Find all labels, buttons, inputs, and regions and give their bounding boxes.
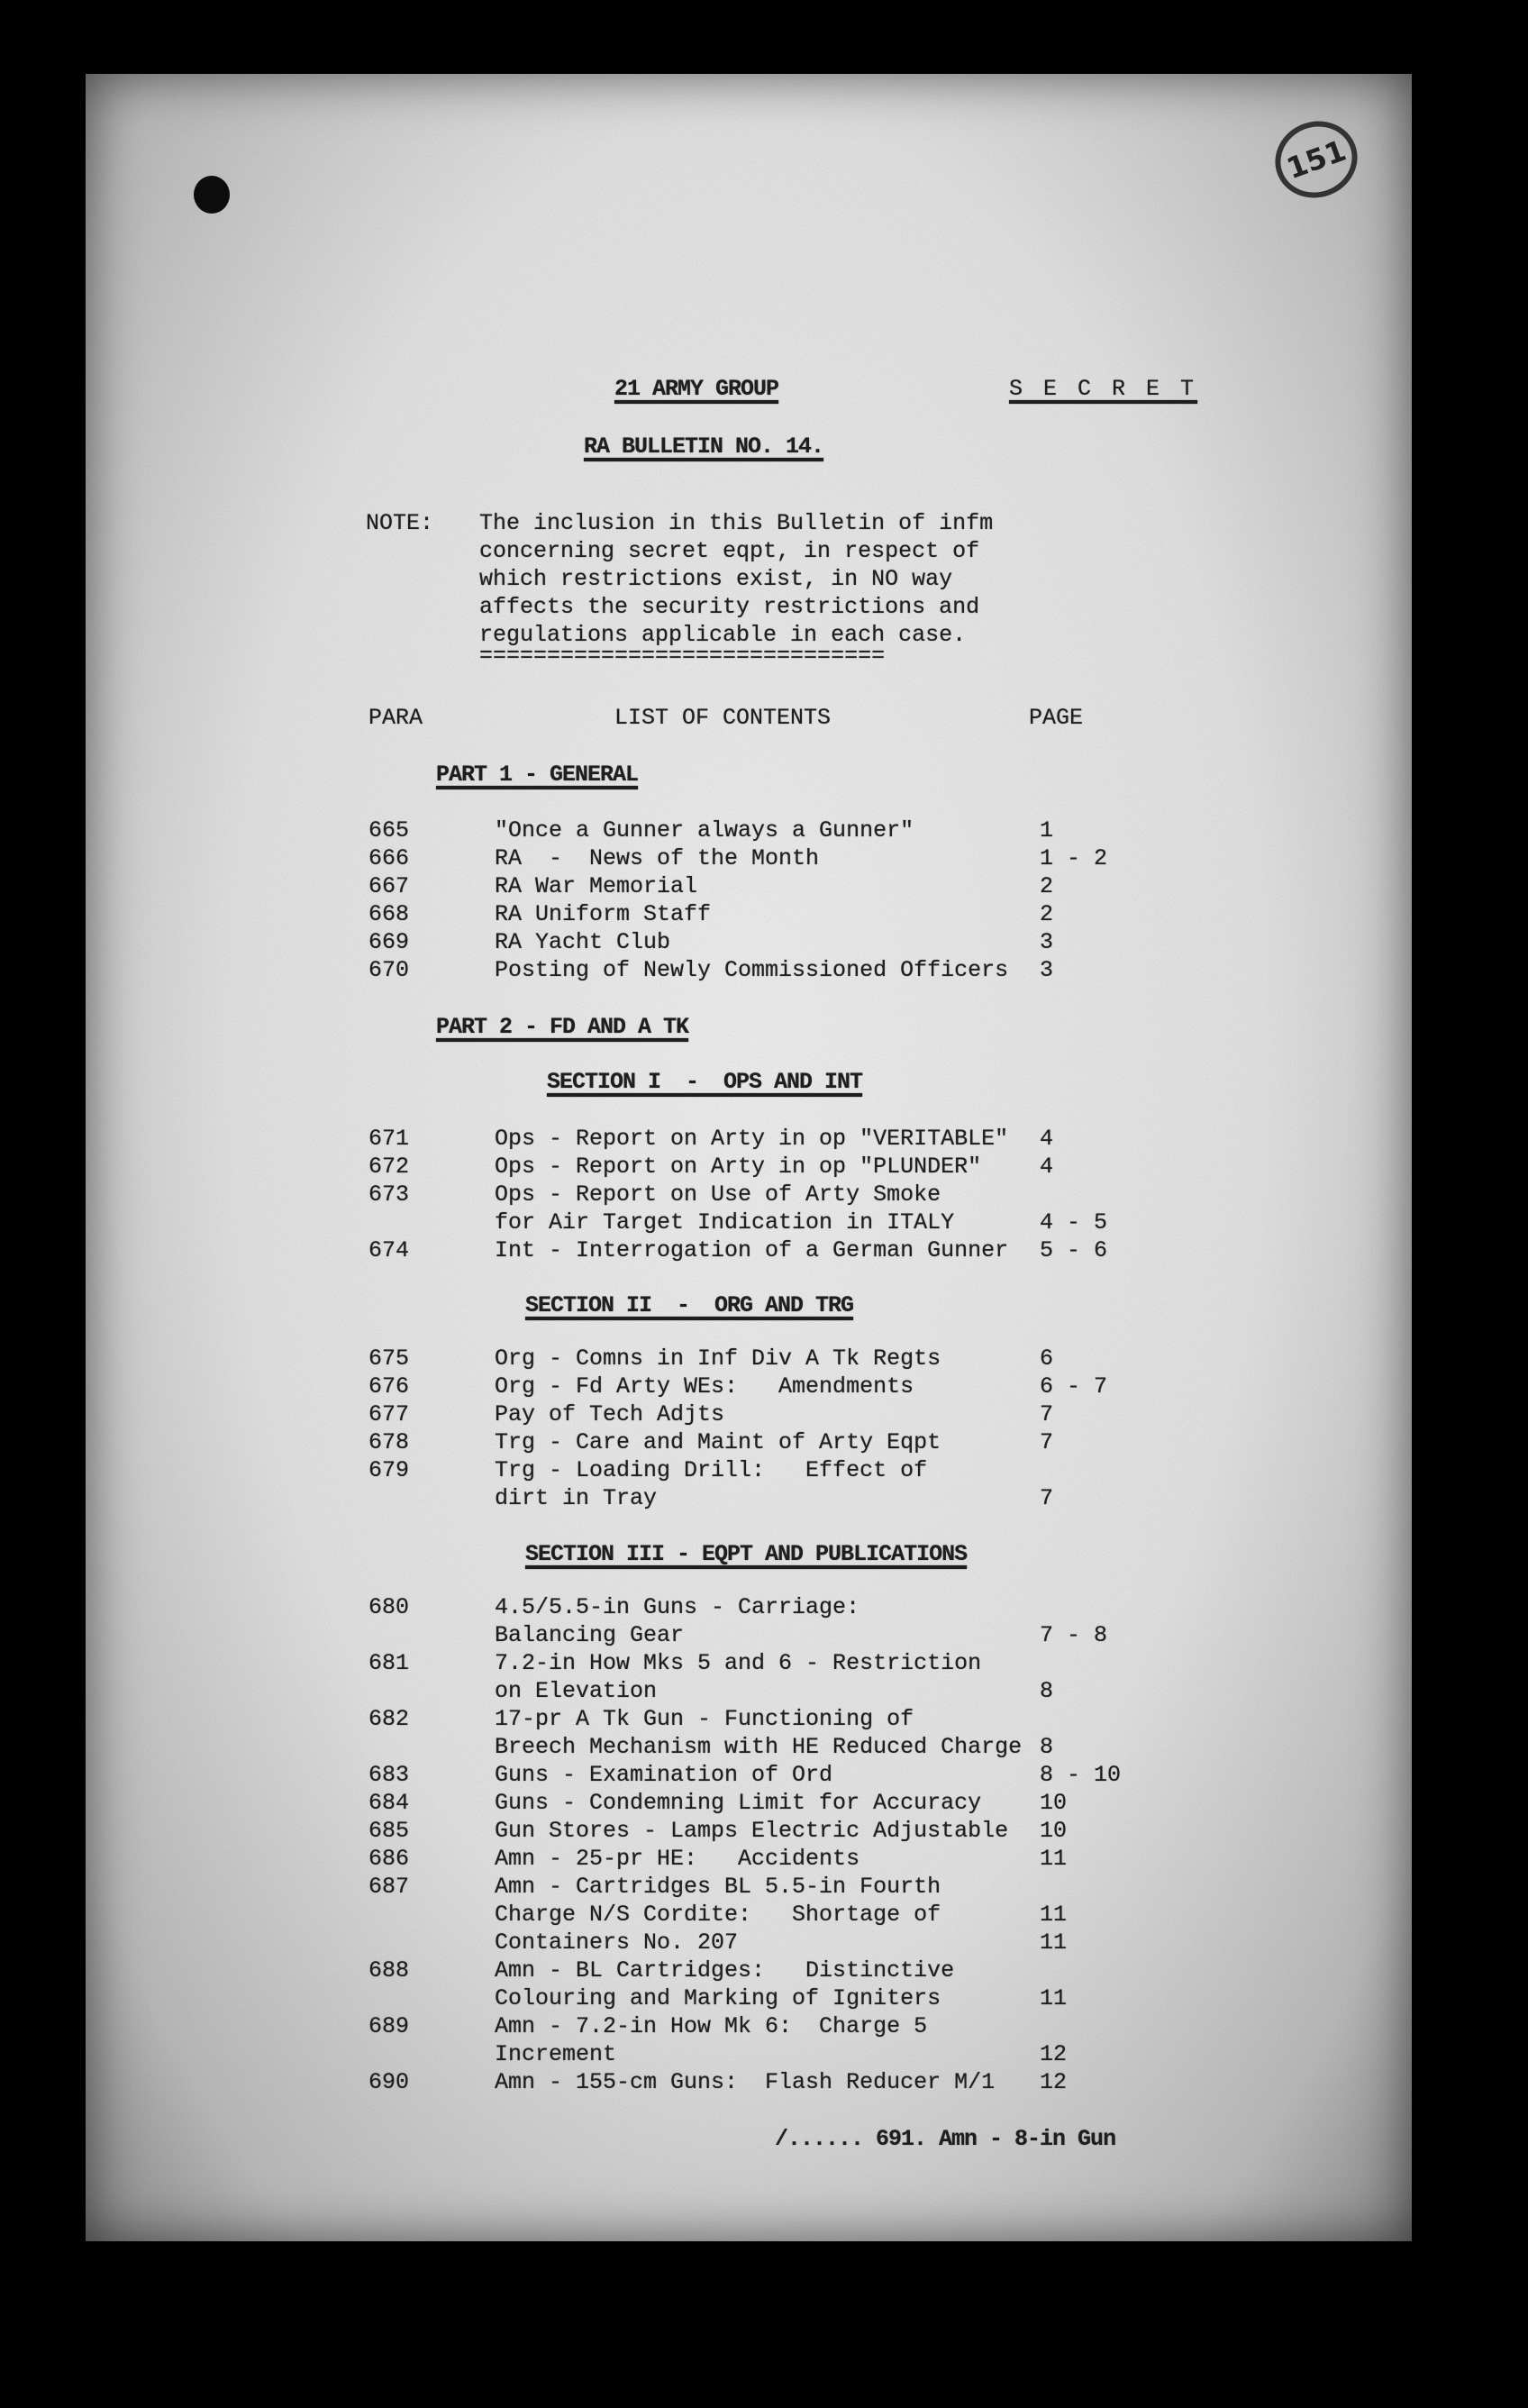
contents-para: 669	[368, 929, 410, 955]
section1-heading: SECTION I - OPS AND INT	[547, 1069, 863, 1095]
contents-para: 681	[368, 1650, 410, 1676]
contents-title: dirt in Tray	[495, 1485, 658, 1511]
contents-para: 666	[368, 845, 410, 871]
section3-heading: SECTION III - EQPT AND PUBLICATIONS	[525, 1541, 968, 1567]
continuation-note: /...... 691. Amn - 8-in Gun	[775, 2126, 1116, 2152]
contents-title: 17-pr A Tk Gun - Functioning of	[495, 1706, 914, 1732]
contents-page: 1 - 2	[1040, 845, 1108, 871]
section2-heading: SECTION II - ORG AND TRG	[525, 1292, 854, 1318]
contents-row	[0, 2012, 1351, 2040]
contents-row	[0, 2068, 1351, 2096]
contents-para: 677	[368, 1401, 410, 1427]
section3-contents	[0, 1593, 1351, 2096]
contents-para: 687	[368, 1874, 410, 1900]
contents-title: Ops - Report on Use of Arty Smoke	[495, 1181, 941, 1208]
contents-page: 8 - 10	[1040, 1762, 1122, 1788]
contents-para: 688	[368, 1957, 410, 1984]
note-line: which restrictions exist, in NO way	[479, 566, 953, 592]
contents-page: 3	[1040, 929, 1054, 955]
contents-row	[0, 872, 1351, 900]
contents-row	[0, 1929, 1351, 1957]
contents-title: RA Yacht Club	[495, 929, 671, 955]
contents-title: Amn - 25-pr HE: Accidents	[495, 1846, 860, 1872]
contents-title: Amn - BL Cartridges: Distinctive	[495, 1957, 955, 1984]
contents-title: Org - Comns in Inf Div A Tk Regts	[495, 1345, 941, 1372]
contents-row	[0, 1984, 1351, 2012]
contents-para: 671	[368, 1126, 410, 1152]
contents-row	[0, 956, 1351, 984]
org-heading: 21 ARMY GROUP	[614, 376, 779, 402]
folio-number: 151	[1282, 132, 1351, 187]
note-text	[0, 509, 1351, 677]
contents-title: RA Uniform Staff	[495, 901, 712, 927]
contents-row	[0, 2040, 1351, 2068]
contents-para: 672	[368, 1154, 410, 1180]
contents-title: Increment	[495, 2041, 617, 2067]
punch-hole	[194, 176, 230, 214]
contents-para: 679	[368, 1457, 410, 1483]
contents-page: 1	[1040, 817, 1054, 844]
contents-title: Trg - Loading Drill: Effect of	[495, 1457, 928, 1483]
column-header-para: PARA	[368, 705, 423, 731]
contents-title: on Elevation	[495, 1678, 658, 1704]
contents-title: Guns - Condemning Limit for Accuracy	[495, 1790, 982, 1816]
contents-row	[0, 928, 1351, 956]
contents-para: 680	[368, 1594, 410, 1620]
section1-contents	[0, 1125, 1351, 1264]
note-label: NOTE:	[366, 510, 434, 536]
contents-title: for Air Target Indication in ITALY	[495, 1209, 955, 1236]
contents-page: 12	[1040, 2069, 1068, 2095]
contents-row	[0, 1789, 1351, 1817]
contents-row	[0, 1649, 1351, 1677]
contents-para: 684	[368, 1790, 410, 1816]
contents-title: Int - Interrogation of a German Gunner	[495, 1237, 1009, 1263]
contents-row	[0, 1373, 1351, 1400]
contents-row	[0, 816, 1351, 844]
contents-row	[0, 1761, 1351, 1789]
contents-row	[0, 1484, 1351, 1512]
contents-para: 668	[368, 901, 410, 927]
contents-para: 676	[368, 1373, 410, 1400]
contents-row	[0, 1873, 1351, 1901]
contents-title: Amn - 155-cm Guns: Flash Reducer M/1	[495, 2069, 996, 2095]
contents-page: 4	[1040, 1154, 1054, 1180]
contents-row	[0, 1733, 1351, 1761]
contents-para: 675	[368, 1345, 410, 1372]
contents-row	[0, 1817, 1351, 1845]
contents-row	[0, 1957, 1351, 1984]
contents-row	[0, 1428, 1351, 1456]
contents-page: 6 - 7	[1040, 1373, 1108, 1400]
contents-para: 665	[368, 817, 410, 844]
contents-title: Amn - 7.2-in How Mk 6: Charge 5	[495, 2013, 928, 2039]
part1-contents	[0, 816, 1351, 984]
part2-heading: PART 2 - FD AND A TK	[436, 1014, 689, 1040]
contents-para: 690	[368, 2069, 410, 2095]
contents-row	[0, 1125, 1351, 1153]
contents-para: 678	[368, 1429, 410, 1455]
contents-page: 10	[1040, 1790, 1068, 1816]
contents-row	[0, 1621, 1351, 1649]
contents-title: Pay of Tech Adjts	[495, 1401, 725, 1427]
note-line: regulations applicable in each case.	[479, 622, 967, 648]
contents-page: 7	[1040, 1401, 1054, 1427]
contents-title: RA - News of the Month	[495, 845, 820, 871]
contents-page: 3	[1040, 957, 1054, 983]
contents-row	[0, 900, 1351, 928]
classification-label: S E C R E T	[1009, 376, 1198, 402]
contents-page: 11	[1040, 1902, 1068, 1928]
contents-row	[0, 1400, 1351, 1428]
contents-row	[0, 1901, 1351, 1929]
contents-page: 7	[1040, 1429, 1054, 1455]
contents-title: RA War Memorial	[495, 873, 698, 899]
contents-row	[0, 1677, 1351, 1705]
contents-title: Breech Mechanism with HE Reduced Charge	[495, 1734, 1023, 1760]
contents-row	[0, 1456, 1351, 1484]
note-rule: ==============================	[479, 643, 886, 669]
contents-row	[0, 844, 1351, 872]
note-line: affects the security restrictions and	[479, 594, 980, 620]
contents-title: Ops - Report on Arty in op "PLUNDER"	[495, 1154, 982, 1180]
contents-title: Gun Stores - Lamps Electric Adjustable	[495, 1818, 1009, 1844]
contents-row	[0, 1181, 1351, 1209]
contents-title: Posting of Newly Commissioned Officers	[495, 957, 1009, 983]
contents-para: 682	[368, 1706, 410, 1732]
contents-page: 10	[1040, 1818, 1068, 1844]
contents-row	[0, 1593, 1351, 1621]
contents-para: 673	[368, 1181, 410, 1208]
contents-para: 686	[368, 1846, 410, 1872]
contents-title: "Once a Gunner always a Gunner"	[495, 817, 914, 844]
contents-page: 2	[1040, 873, 1054, 899]
contents-title: Colouring and Marking of Igniters	[495, 1985, 941, 2011]
contents-page: 7 - 8	[1040, 1622, 1108, 1648]
contents-title: Trg - Care and Maint of Arty Eqpt	[495, 1429, 941, 1455]
contents-para: 685	[368, 1818, 410, 1844]
contents-title: Containers No. 207	[495, 1929, 739, 1956]
contents-page: 8	[1040, 1678, 1054, 1704]
contents-page: 11	[1040, 1929, 1068, 1956]
part1-heading: PART 1 - GENERAL	[436, 762, 639, 788]
contents-page: 12	[1040, 2041, 1068, 2067]
section2-contents	[0, 1345, 1351, 1512]
contents-title: Charge N/S Cordite: Shortage of	[495, 1902, 941, 1928]
contents-title: Org - Fd Arty WEs: Amendments	[495, 1373, 914, 1400]
contents-row	[0, 1345, 1351, 1373]
contents-row	[0, 1209, 1351, 1236]
contents-title: Amn - Cartridges BL 5.5-in Fourth	[495, 1874, 941, 1900]
contents-page: 7	[1040, 1485, 1054, 1511]
contents-title: Guns - Examination of Ord	[495, 1762, 833, 1788]
contents-page: 8	[1040, 1734, 1054, 1760]
contents-row	[0, 1705, 1351, 1733]
note-line: concerning secret eqpt, in respect of	[479, 538, 980, 564]
contents-para: 683	[368, 1762, 410, 1788]
contents-row	[0, 1845, 1351, 1873]
contents-para: 689	[368, 2013, 410, 2039]
contents-title: Balancing Gear	[495, 1622, 685, 1648]
contents-page: 6	[1040, 1345, 1054, 1372]
contents-page: 4 - 5	[1040, 1209, 1108, 1236]
contents-row	[0, 1236, 1351, 1264]
note-line: The inclusion in this Bulletin of infm	[479, 510, 994, 536]
contents-page: 5 - 6	[1040, 1237, 1108, 1263]
column-header-page: PAGE	[1029, 705, 1084, 731]
contents-page: 11	[1040, 1846, 1068, 1872]
contents-para: 670	[368, 957, 410, 983]
contents-page: 4	[1040, 1126, 1054, 1152]
bulletin-title: RA BULLETIN NO. 14.	[584, 433, 824, 460]
contents-title: 4.5/5.5-in Guns - Carriage:	[495, 1594, 860, 1620]
contents-title: Ops - Report on Arty in op "VERITABLE"	[495, 1126, 1009, 1152]
contents-title: 7.2-in How Mks 5 and 6 - Restriction	[495, 1650, 982, 1676]
column-header-contents: LIST OF CONTENTS	[614, 705, 832, 731]
contents-row	[0, 1153, 1351, 1181]
contents-para: 674	[368, 1237, 410, 1263]
contents-para: 667	[368, 873, 410, 899]
contents-page: 11	[1040, 1985, 1068, 2011]
contents-page: 2	[1040, 901, 1054, 927]
